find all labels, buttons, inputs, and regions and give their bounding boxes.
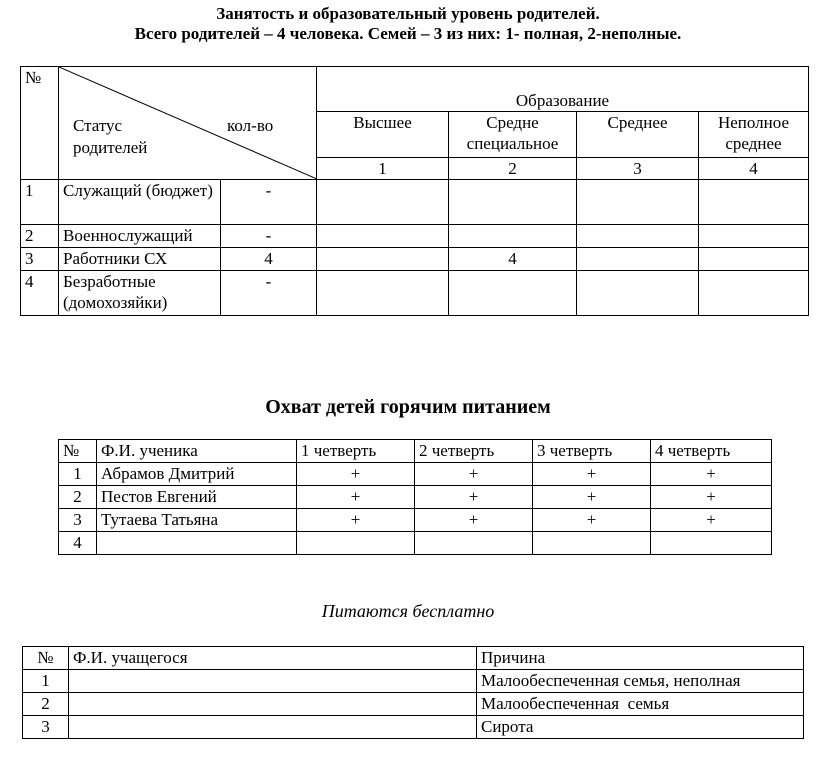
table-row xyxy=(59,509,772,532)
row-name xyxy=(69,670,477,693)
row-edu-2 xyxy=(449,225,577,248)
status-count-header-cell xyxy=(59,67,317,180)
row-name xyxy=(69,716,477,739)
row-edu-3 xyxy=(577,271,699,316)
table-row xyxy=(23,670,804,693)
row-num: 4 xyxy=(59,532,97,555)
table-row xyxy=(59,463,772,486)
row-status: Служащий (бюджет) xyxy=(59,180,221,225)
heading-line-1: Занятость и образовательный уровень родителей. xyxy=(216,4,600,23)
col-header-num: № xyxy=(23,647,69,670)
row-edu-3 xyxy=(577,180,699,225)
row-count: - xyxy=(221,225,317,248)
row-num: 1 xyxy=(21,180,59,225)
edu-num-4: 4 xyxy=(699,157,809,179)
row-num: 1 xyxy=(23,670,69,693)
row-q3 xyxy=(533,532,651,555)
row-edu-2 xyxy=(449,271,577,316)
edu-col-secondary: Среднее xyxy=(577,112,699,157)
col-header-q1: 1 четверть xyxy=(297,440,415,463)
employment-education-table xyxy=(20,66,809,316)
table-row xyxy=(23,693,804,716)
heading-line-2: Всего родителей – 4 человека. Семей – 3 из них: 1- полная, 2-неполные. xyxy=(134,24,682,43)
col-header-num: № xyxy=(59,440,97,463)
row-edu-2 xyxy=(449,180,577,225)
edu-col-higher: Высшее xyxy=(317,112,449,157)
row-num: 2 xyxy=(23,693,69,716)
edu-num-1: 1 xyxy=(317,157,449,179)
edu-col-incomplete: Неполное среднее xyxy=(699,112,809,157)
row-edu-1 xyxy=(317,248,449,271)
row-q2 xyxy=(415,532,533,555)
row-reason: Сирота xyxy=(477,716,804,739)
row-name: Тутаева Татьяна xyxy=(97,509,297,532)
row-num: 3 xyxy=(59,509,97,532)
edu-num-2: 2 xyxy=(449,157,577,179)
row-edu-4 xyxy=(699,248,809,271)
row-reason: Малообеспеченная семья, неполная xyxy=(477,670,804,693)
row-num: 2 xyxy=(59,486,97,509)
row-edu-3 xyxy=(577,225,699,248)
row-num: 1 xyxy=(59,463,97,486)
col-header-reason: Причина xyxy=(477,647,804,670)
row-num: 3 xyxy=(23,716,69,739)
edu-num-3: 3 xyxy=(577,157,699,179)
row-name xyxy=(97,532,297,555)
num-header-cell xyxy=(21,67,59,180)
row-q2: + xyxy=(415,486,533,509)
row-q2: + xyxy=(415,463,533,486)
row-edu-4 xyxy=(699,180,809,225)
document-heading xyxy=(0,4,816,44)
col-header-name: Ф.И. учащегося xyxy=(69,647,477,670)
row-edu-1 xyxy=(317,180,449,225)
free-meals-table xyxy=(22,646,804,739)
table-row xyxy=(21,248,809,271)
row-edu-1 xyxy=(317,271,449,316)
table-row xyxy=(21,271,809,316)
row-edu-4 xyxy=(699,271,809,316)
row-count: 4 xyxy=(221,248,317,271)
row-status: Работники СХ xyxy=(59,248,221,271)
row-num: 3 xyxy=(21,248,59,271)
col-header-name: Ф.И. ученика xyxy=(97,440,297,463)
row-q4: + xyxy=(651,509,772,532)
row-name: Пестов Евгений xyxy=(97,486,297,509)
count-header: кол-во xyxy=(227,116,274,135)
row-q4: + xyxy=(651,486,772,509)
col-header-q4: 4 четверть xyxy=(651,440,772,463)
row-q2: + xyxy=(415,509,533,532)
meals-section-title: Охват детей горячим питанием xyxy=(265,396,551,418)
table-row xyxy=(21,180,809,225)
row-q1: + xyxy=(297,463,415,486)
row-edu-1 xyxy=(317,225,449,248)
free-meals-title: Питаются бесплатно xyxy=(321,601,495,621)
row-q1: + xyxy=(297,486,415,509)
row-q4: + xyxy=(651,463,772,486)
row-count: - xyxy=(221,271,317,316)
col-header-q3: 3 четверть xyxy=(533,440,651,463)
row-reason: Малообеспеченная семья xyxy=(477,693,804,716)
table-row xyxy=(23,716,804,739)
row-q1 xyxy=(297,532,415,555)
row-name: Абрамов Дмитрий xyxy=(97,463,297,486)
table-row xyxy=(59,532,772,555)
row-num: 2 xyxy=(21,225,59,248)
col-header-q2: 2 четверть xyxy=(415,440,533,463)
row-edu-4 xyxy=(699,225,809,248)
row-count: - xyxy=(221,180,317,225)
table-row xyxy=(21,225,809,248)
row-q4 xyxy=(651,532,772,555)
edu-col-specialized: Средне специальное xyxy=(449,112,577,157)
row-name xyxy=(69,693,477,716)
row-q1: + xyxy=(297,509,415,532)
row-q3: + xyxy=(533,509,651,532)
row-q3: + xyxy=(533,463,651,486)
row-q3: + xyxy=(533,486,651,509)
row-edu-3 xyxy=(577,248,699,271)
status-header: Статус родителей xyxy=(73,116,148,157)
num-header: № xyxy=(25,68,42,87)
table-row xyxy=(59,486,772,509)
meals-coverage-table xyxy=(58,439,772,555)
education-header: Образование xyxy=(317,67,809,112)
row-edu-2: 4 xyxy=(449,248,577,271)
row-status: Безработные (домохозяйки) xyxy=(59,271,221,316)
row-num: 4 xyxy=(21,271,59,316)
row-status: Военнослужащий xyxy=(59,225,221,248)
